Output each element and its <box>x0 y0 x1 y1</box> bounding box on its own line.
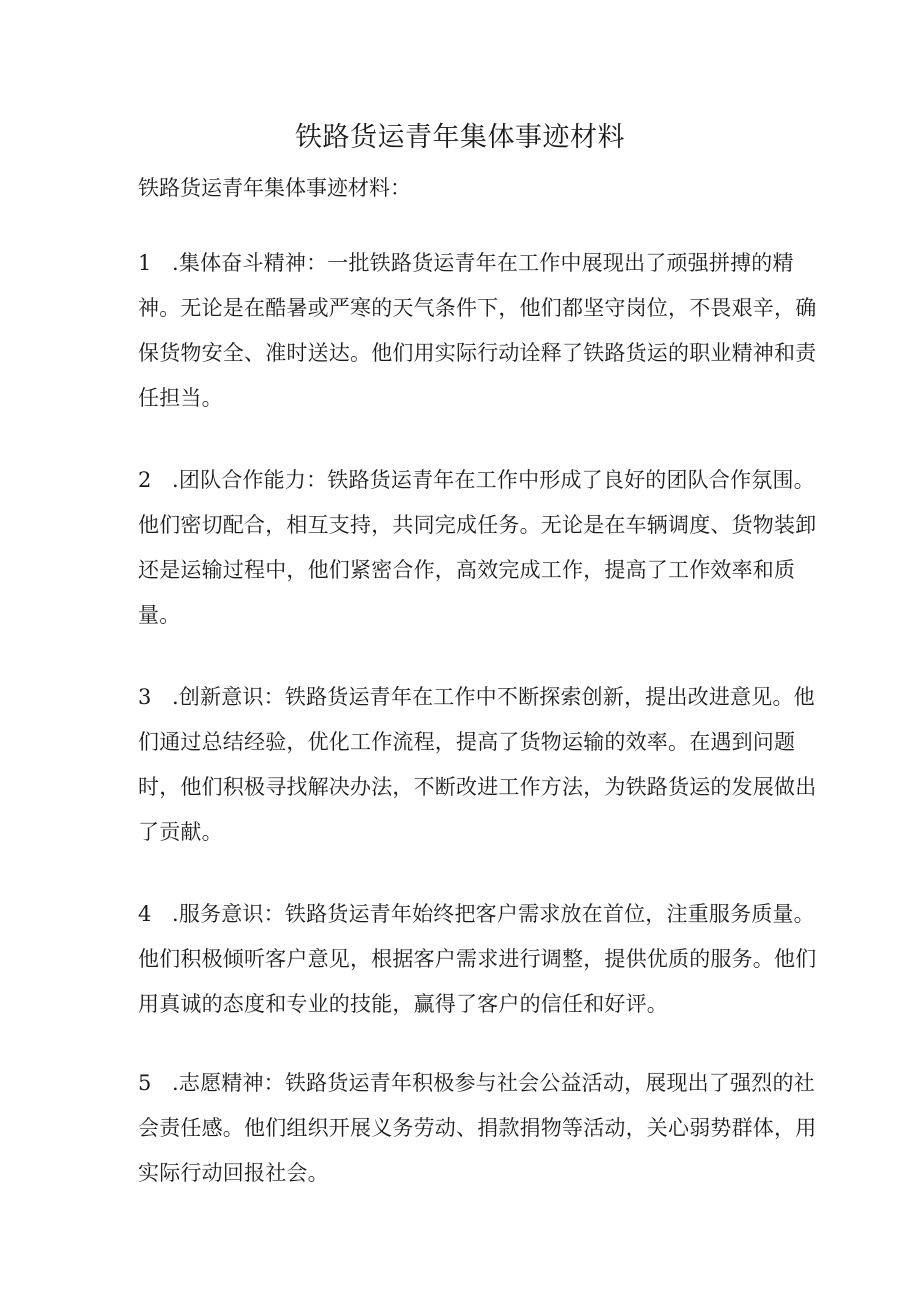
intro-line: 铁路货运青年集体事迹材料： <box>138 176 411 200</box>
section-2 <box>138 458 818 638</box>
section-text: .志愿精神：铁路货运青年积极参与社会公益活动，展现出了强烈的社会责任感。他们组织开展义务劳动、捐款捐物等活动，关心弱势群体，用实际行动回报社会。 <box>138 1071 817 1185</box>
section-3 <box>138 675 818 855</box>
section-5 <box>138 1061 818 1196</box>
section-text: .创新意识：铁路货运青年在工作中不断探索创新，提出改进意见。他们通过总结经验，优化工作流程，提高了货物运输的效率。在遇到问题时，他们积极寻找解决办法，不断改进工作方法，为铁路货运的发展做出了贡献。 <box>138 685 817 844</box>
document-title: 铁路货运青年集体事迹材料 <box>295 122 625 153</box>
section-number: 5 <box>138 1071 152 1095</box>
section-text: .集体奋斗精神：一批铁路货运青年在工作中展现出了顽强拼搏的精神。无论是在酷暑或严寒的天气条件下，他们都坚守岗位，不畏艰辛，确保货物安全、准时送达。他们用实际行动诠释了铁路货运的职业精神和责任担当。 <box>138 251 817 410</box>
section-number: 2 <box>138 468 152 492</box>
section-number: 4 <box>138 902 152 926</box>
section-number: 3 <box>138 685 152 709</box>
section-text: .团队合作能力：铁路货运青年在工作中形成了良好的团队合作氛围。他们密切配合，相互支持，共同完成任务。无论是在车辆调度、货物装卸还是运输过程中，他们紧密合作，高效完成工作，提高了工作效率和质量。 <box>138 468 817 627</box>
section-text: .服务意识：铁路货运青年始终把客户需求放在首位，注重服务质量。他们积极倾听客户意见，根据客户需求进行调整，提供优质的服务。他们用真诚的态度和专业的技能，赢得了客户的信任和好评。 <box>138 902 817 1016</box>
section-number: 1 <box>138 251 152 275</box>
section-4 <box>138 892 818 1027</box>
section-1 <box>138 241 818 421</box>
